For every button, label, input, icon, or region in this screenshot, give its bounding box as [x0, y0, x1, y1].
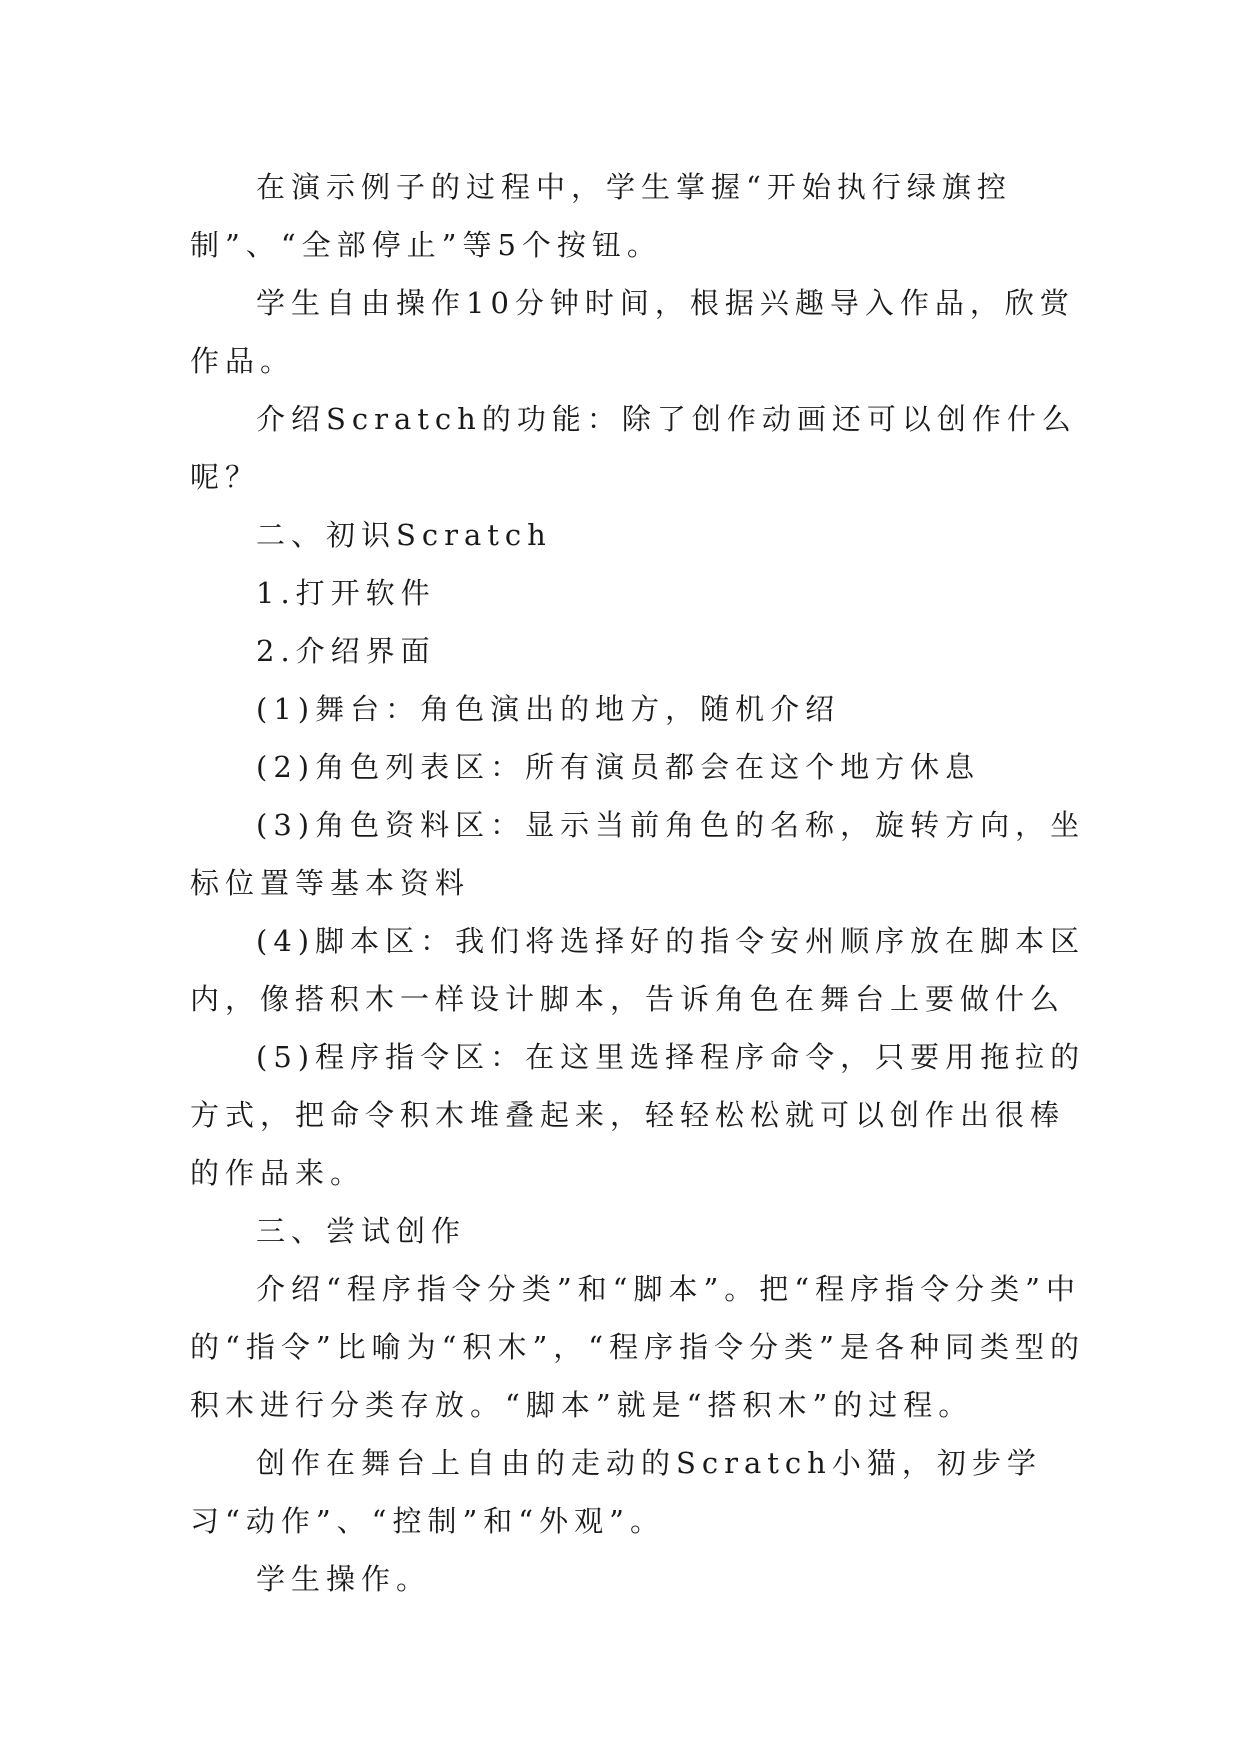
paragraph-create-cat: 创作在舞台上自由的走动的Scratch小猫，初步学习“动作”、“控制”和“外观”。 — [190, 1446, 1042, 1538]
section-heading-intro-scratch: 二、初识Scratch — [256, 518, 552, 552]
list-item-stage: (1)舞台：角色演出的地方，随机介绍 — [256, 692, 841, 726]
document-body — [190, 158, 1090, 1608]
list-item-block-palette: (5)程序指令区：在这里选择程序命令，只要用拖拉的方式，把命令积木堆叠起来，轻轻松松就可以创作出很棒的作品来。 — [190, 1040, 1086, 1190]
paragraph-blocks-and-scripts: 介绍“程序指令分类”和“脚本”。把“程序指令分类”中的“指令”比喻为“积木”，“程序指令分类”是各种同类型的积木进行分类存放。“脚本”就是“搭积木”的过程。 — [190, 1272, 1085, 1422]
list-item-open-software: 1.打开软件 — [256, 576, 436, 610]
list-item-script-area: (4)脚本区：我们将选择好的指令安州顺序放在脚本区内，像搭积木一样设计脚本，告诉角色在舞台上要做什么 — [190, 924, 1086, 1016]
list-item-sprite-info: (3)角色资料区：显示当前角色的名称，旋转方向，坐标位置等基本资料 — [190, 808, 1086, 900]
paragraph-scratch-functions: 介绍Scratch的功能：除了创作动画还可以创作什么呢？ — [190, 402, 1077, 494]
paragraph-demo-buttons: 在演示例子的过程中，学生掌握“开始执行绿旗控制”、“全部停止”等5个按钮。 — [190, 170, 1012, 262]
paragraph-student-practice: 学生操作。 — [256, 1562, 432, 1596]
section-heading-try-creating: 三、尝试创作 — [256, 1214, 467, 1248]
list-item-sprite-list: (2)角色列表区：所有演员都会在这个地方休息 — [256, 750, 981, 784]
paragraph-free-operation: 学生自由操作10分钟时间，根据兴趣导入作品，欣赏作品。 — [190, 286, 1075, 378]
list-item-interface: 2.介绍界面 — [256, 634, 436, 668]
